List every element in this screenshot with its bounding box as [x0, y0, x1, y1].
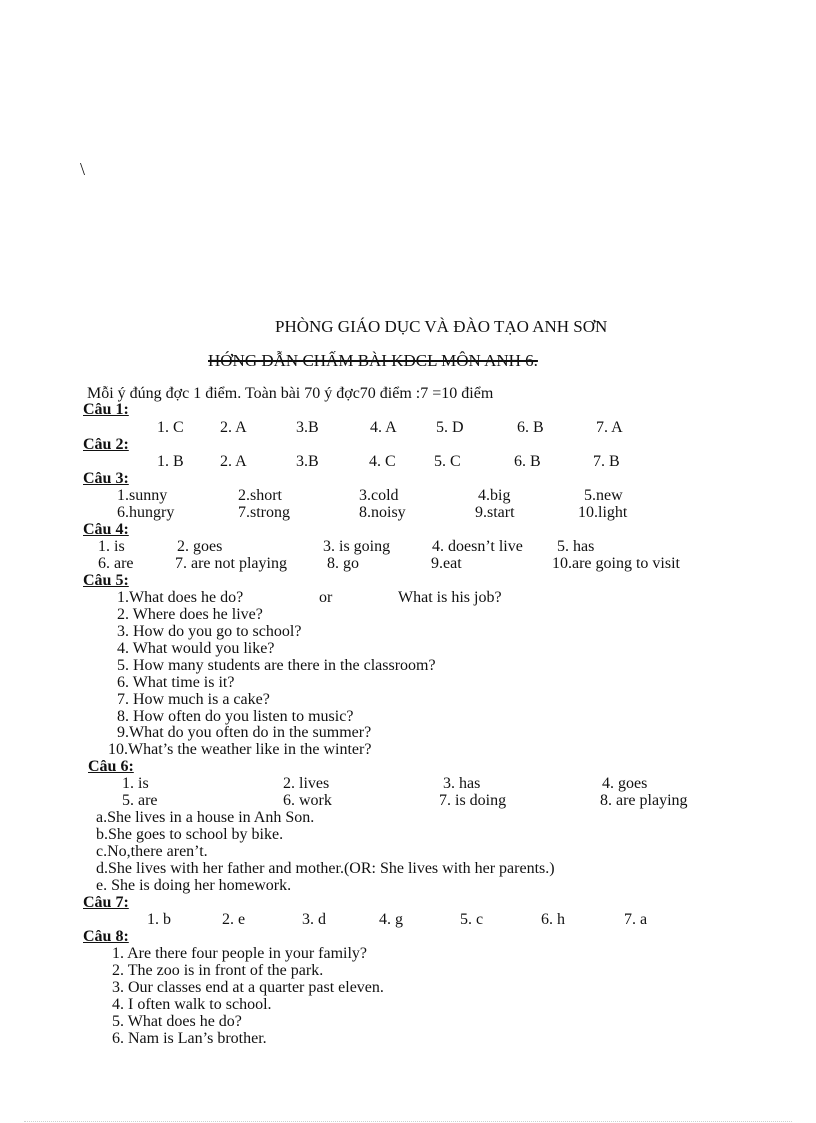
cau2-answer: 6. B	[514, 453, 541, 470]
cau5-alternative: What is his job?	[398, 589, 502, 606]
cau5-item: 9.What do you often do in the summer?	[117, 724, 372, 741]
cau6-sentence: b.She goes to school by bike.	[96, 826, 284, 843]
cau3-answer: 3.cold	[359, 487, 399, 504]
cau6-answer: 6. work	[283, 792, 332, 809]
cau8-item: 5. What does he do?	[112, 1013, 242, 1030]
cau5-item: 3. How do you go to school?	[117, 623, 302, 640]
section-label-cau6: Câu 6:	[88, 758, 134, 775]
cau3-answer: 1.sunny	[117, 487, 168, 504]
cau7-answer: 1. b	[147, 911, 171, 928]
cau3-answer: 7.strong	[238, 504, 290, 521]
section-label-cau2: Câu 2:	[83, 436, 129, 453]
cau6-answer: 1. is	[122, 775, 149, 792]
cau3-answer: 6.hungry	[117, 504, 175, 521]
cau5-item: 6. What time is it?	[117, 674, 235, 691]
cau6-answer: 3. has	[443, 775, 481, 792]
cau2-answer: 4. C	[369, 453, 396, 470]
cau4-answer: 8. go	[327, 555, 359, 572]
cau4-answer: 3. is going	[323, 538, 391, 555]
cau2-answer: 2. A	[220, 453, 247, 470]
cau4-answer: 6. are	[98, 555, 134, 572]
cau6-sentence: d.She lives with her father and mother.(OR: She lives with her parents.)	[96, 860, 555, 877]
cau2-answer: 3.B	[296, 453, 319, 470]
cau3-answer: 5.new	[584, 487, 623, 504]
cau7-answer: 2. e	[222, 911, 246, 928]
cau4-answer: 1. is	[98, 538, 125, 555]
cau7-answer: 4. g	[379, 911, 403, 928]
cau6-sentence: a.She lives in a house in Anh Son.	[96, 809, 315, 826]
cau1-answer: 3.B	[296, 419, 319, 436]
cau1-answer: 4. A	[370, 419, 397, 436]
section-label-cau7: Câu 7:	[83, 894, 129, 911]
cau4-answer: 9.eat	[431, 555, 462, 572]
cau7-answer: 5. c	[460, 911, 484, 928]
cau1-answer: 6. B	[517, 419, 544, 436]
cau3-answer: 4.big	[478, 487, 511, 504]
cau5-item: 2. Where does he live?	[117, 606, 263, 623]
page-bottom-divider	[24, 1121, 792, 1122]
cau8-item: 1. Are there four people in your family?	[112, 945, 368, 962]
cau4-answer: 5. has	[557, 538, 595, 555]
cau5-item: 7. How much is a cake?	[117, 691, 270, 708]
cau3-answer: 9.start	[475, 504, 515, 521]
scoring-note: Mỗi ý đúng đợc 1 điểm. Toàn bài 70 ý đợc70 điểm :7 =10 điểm	[87, 385, 494, 402]
cau7-answer: 6. h	[541, 911, 565, 928]
cau7-answer: 3. d	[302, 911, 326, 928]
cau8-item: 6. Nam is Lan’s brother.	[112, 1030, 267, 1047]
cau5-item: 5. How many students are there in the classroom?	[117, 657, 436, 674]
cau5-or: or	[319, 589, 333, 606]
cau2-answer: 1. B	[157, 453, 184, 470]
section-label-cau1: Câu 1:	[83, 401, 129, 418]
cau1-answer: 5. D	[436, 419, 464, 436]
cau5-item: 4. What would you like?	[117, 640, 275, 657]
stray-backslash: \	[80, 159, 86, 179]
cau1-answer: 1. C	[157, 419, 184, 436]
cau7-answer: 7. a	[624, 911, 648, 928]
cau5-item: 10.What’s the weather like in the winter?	[108, 741, 372, 758]
cau6-answer: 5. are	[122, 792, 158, 809]
cau6-answer: 2. lives	[283, 775, 330, 792]
cau5-first-question: 1.What does he do?	[117, 589, 244, 606]
cau4-answer: 7. are not playing	[175, 555, 287, 572]
section-label-cau3: Câu 3:	[83, 470, 129, 487]
cau3-answer: 10.light	[578, 504, 628, 521]
cau6-sentence: c.No,there aren’t.	[96, 843, 208, 860]
cau4-answer: 10.are going to visit	[552, 555, 680, 572]
cau3-answer: 8.noisy	[359, 504, 406, 521]
cau6-answer: 4. goes	[602, 775, 648, 792]
cau8-item: 4. I often walk to school.	[112, 996, 272, 1013]
section-label-cau5: Câu 5:	[83, 572, 129, 589]
cau4-answer: 4. doesn’t live	[432, 538, 523, 555]
section-label-cau4: Câu 4:	[83, 521, 129, 538]
cau6-answer: 8. are playing	[600, 792, 688, 809]
cau3-answer: 2.short	[238, 487, 282, 504]
cau5-item: 8. How often do you listen to music?	[117, 708, 354, 725]
cau2-answer: 7. B	[593, 453, 620, 470]
cau2-answer: 5. C	[434, 453, 461, 470]
cau1-answer: 2. A	[220, 419, 247, 436]
cau8-item: 3. Our classes end at a quarter past eleven.	[112, 979, 384, 996]
section-label-cau8: Câu 8:	[83, 928, 129, 945]
cau1-answer: 7. A	[596, 419, 623, 436]
cau6-sentence: e. She is doing her homework.	[96, 877, 292, 894]
cau8-item: 2. The zoo is in front of the park.	[112, 962, 324, 979]
document-title: HỚNG DẪN CHẤM BÀI KĐCL MÔN ANH 6.	[208, 351, 538, 370]
cau4-answer: 2. goes	[177, 538, 223, 555]
cau6-answer: 7. is doing	[439, 792, 507, 809]
office-heading: PHÒNG GIÁO DỤC VÀ ĐÀO TẠO ANH SƠN	[275, 317, 608, 336]
